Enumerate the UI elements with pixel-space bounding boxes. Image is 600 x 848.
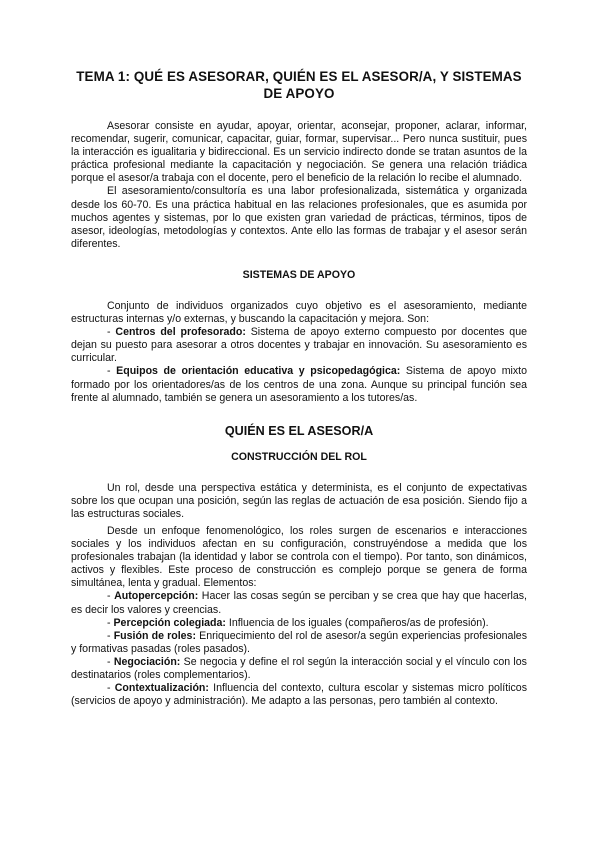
intro-paragraph-1: Asesorar consiste en ayudar, apoyar, orientar, aconsejar, proponer, aclarar, informar, recomendar, sugerir, comunicar, capacitar, guiar, formar, supervisar... Pero nunca sustituir, pues la interacción es igualitaria y bidireccional. Es un servicio indirecto donde se tratan asuntos de la práctica profesional mediante la capacitación y negociación. Se genera una relación triádica porque el asesor/a trabaja con el docente, pero el beneficio de la relación lo recibe el alumnado.	[71, 120, 527, 185]
list-item-term: Centros del profesorado:	[115, 326, 246, 339]
list-item: - Equipos de orientación educativa y psicopedagógica: Sistema de apoyo mixto formado por los orientadores/as de los centros de una zona. Aunque su principal función sea frente al alumnado, también se genera un asesoramiento a los tutores/as.	[71, 365, 527, 404]
list-item: - Centros del profesorado: Sistema de apoyo externo compuesto por docentes que dejan su puesto para asesorar a otros docentes y trabajar en innovación. Su asesoramiento es curricular.	[71, 326, 527, 365]
list-item-text: Hacer las cosas según se perciban y se crea que hay que hacerlas, es decir los valores y creencias.	[71, 590, 527, 616]
list-item: - Contextualización: Influencia del contexto, cultura escolar y sistemas micro políticos (servicios de apoyo y administración). Me adapto a las personas, pero también al contexto.	[71, 682, 527, 708]
document-page	[71, 68, 527, 708]
list-item: - Percepción colegiada: Influencia de los iguales (compañeros/as de profesión).	[107, 616, 489, 629]
list-item-text: Enriquecimiento del rol de asesor/a según experiencias profesionales y formativas pasadas (roles pasados).	[71, 629, 527, 655]
list-item-term: Negociación:	[113, 655, 181, 668]
section-heading-quien: QUIÉN ES EL ASESOR/A	[224, 423, 374, 438]
rol-paragraph-2: Desde un enfoque fenomenológico, los roles surgen de escenarios e interacciones sociales y los individuos afectan en su configuración, construyéndose a medida que los profesionales trabajan (la identidad y labor se controla con el tiempo). Por tanto, son dinámicos, activos y flexibles. Este proceso de construcción es complejo porque se genera de forma simultánea, lenta y gradual. Elementos:	[71, 524, 527, 590]
rol-paragraph-1: Un rol, desde una perspectiva estática y determinista, es el conjunto de expectativas sobre los que ocupan una posición, según las reglas de actuación de esa posición. Siendo fijo a las estructuras sociales.	[71, 481, 527, 520]
list-item-text: Sistema de apoyo mixto formado por los orientadores/as de los centros de una zona. Aunque su principal función sea frente al alumnado, también se genera un asesoramiento a los tutores/as.	[71, 365, 527, 404]
section-heading-sistemas: SISTEMAS DE APOYO	[242, 268, 356, 281]
list-item-text: Sistema de apoyo externo compuesto por docentes que dejan su puesto para asesorar a otros docentes y trabajar en innovación. Su asesoramiento es curricular.	[71, 326, 527, 365]
list-item-text: Se negocia y define el rol según la interacción social y el vínculo con los destinatarios (roles complementarios).	[71, 655, 527, 681]
list-item-term: Fusión de roles:	[113, 629, 196, 642]
page-title: TEMA 1: QUÉ ES ASESORAR, QUIÉN ES EL ASESOR/A, Y SISTEMAS DE APOYO	[76, 69, 522, 101]
list-item: - Negociación: Se negocia y define el rol según la interacción social y el vínculo con los destinatarios (roles complementarios).	[71, 655, 527, 681]
list-item-term: Percepción colegiada:	[113, 616, 226, 629]
list-item-term: Equipos de orientación educativa y psicopedagógica:	[116, 365, 401, 378]
intro-paragraph-2: El asesoramiento/consultoría es una labor profesionalizada, sistemática y organizada desde los 60-70. Es una práctica habitual en las relaciones profesionales, que es asumida por muchos agentes y sistemas, por lo que existen gran variedad de prácticas, términos, tipos de asesor, ideologías, metodologías y contextos. Ante ello las formas de trabajar y el asesor serán diferentes.	[71, 185, 527, 250]
list-item-term: Contextualización:	[114, 682, 209, 695]
sistemas-paragraph: Conjunto de individuos organizados cuyo objetivo es el asesoramiento, mediante estructuras internas y/o externas, y buscando la capacitación y mejora. Son:	[71, 299, 527, 326]
list-item-text: Influencia del contexto, cultura escolar y sistemas micro políticos (servicios de apoyo y administración). Me adapto a las personas, pero también al contexto.	[71, 682, 527, 708]
subsection-heading-rol: CONSTRUCCIÓN DEL ROL	[231, 450, 367, 463]
list-item: - Fusión de roles: Enriquecimiento del rol de asesor/a según experiencias profesionales y formativas pasadas (roles pasados).	[71, 629, 527, 655]
list-item-term: Autopercepción:	[114, 590, 199, 603]
list-item: - Autopercepción: Hacer las cosas según se perciban y se crea que hay que hacerlas, es decir los valores y creencias.	[71, 590, 527, 616]
list-item-text: Influencia de los iguales (compañeros/as de profesión).	[225, 616, 489, 629]
